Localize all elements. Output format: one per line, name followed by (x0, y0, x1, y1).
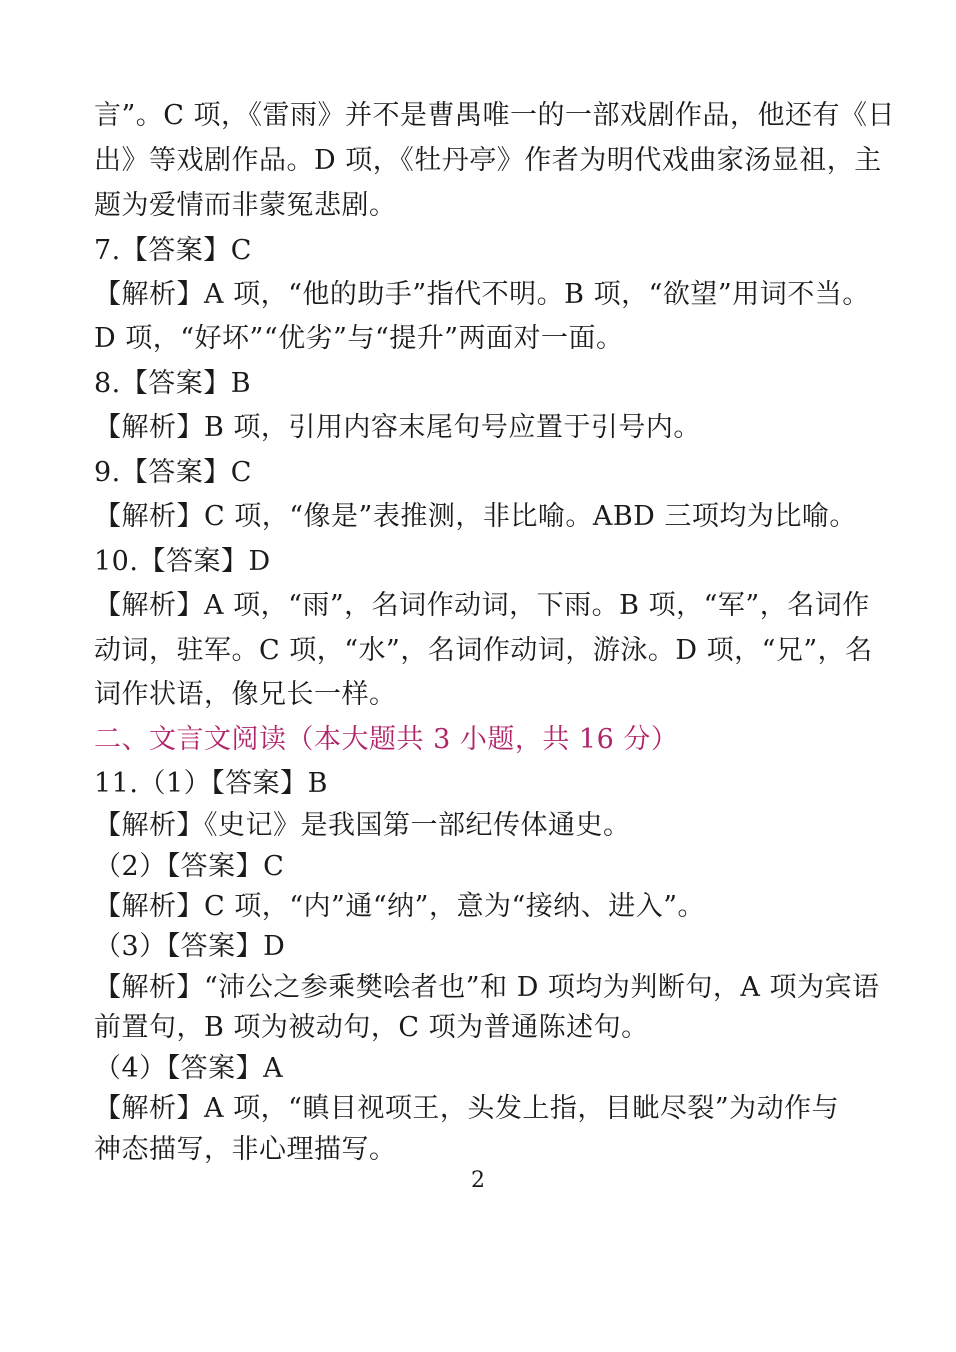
analysis-10-line-2: 动词，驻军。C 项，“水”，名词作动词，游泳。D 项，“兄”，名 (94, 635, 873, 666)
answer-8: 8.【答案】B (94, 368, 252, 399)
answer-7: 7.【答案】C (94, 235, 252, 266)
analysis-11-3-line-1: 【解析】“沛公之参乘樊哙者也”和 D 项均为判断句，A 项为宾语 (94, 972, 880, 1003)
analysis-11-4-line-1: 【解析】A 项，“瞋目视项王，头发上指，目眦尽裂”为动作与 (94, 1093, 840, 1124)
analysis-11-1: 【解析】《史记》是我国第一部纪传体通史。 (94, 810, 631, 841)
analysis-7-line-2: D 项，“好坏”“优劣”与“提升”两面对一面。 (94, 323, 624, 354)
text-line-2: 出》等戏剧作品。D 项，《牡丹亭》作者为明代戏曲家汤显祖，主 (94, 145, 882, 176)
page-number: 2 (471, 1168, 485, 1193)
analysis-11-3-line-2: 前置句，B 项为被动句，C 项为普通陈述句。 (94, 1012, 649, 1043)
answer-9: 9.【答案】C (94, 457, 252, 488)
text-line-1: 言”。C 项，《雷雨》并不是曹禺唯一的一部戏剧作品，他还有《日 (94, 100, 896, 131)
analysis-11-2: 【解析】C 项，“内”通“纳”，意为“接纳、进入”。 (94, 891, 706, 922)
text-line-3: 题为爱情而非蒙冤悲剧。 (94, 190, 397, 221)
analysis-10-line-1: 【解析】A 项，“雨”，名词作动词，下雨。B 项，“军”，名词作 (94, 590, 870, 621)
analysis-7-line-1: 【解析】A 项，“他的助手”指代不明。B 项，“欲望”用词不当。 (94, 279, 870, 310)
answer-10: 10.【答案】D (94, 546, 271, 577)
analysis-8: 【解析】B 项，引用内容末尾句号应置于引号内。 (94, 412, 701, 443)
answer-11-1: 11.（1）【答案】B (94, 768, 328, 799)
answer-11-3: （3）【答案】D (94, 931, 286, 962)
analysis-10-line-3: 词作状语，像兄长一样。 (94, 679, 397, 710)
analysis-9: 【解析】C 项，“像是”表推测，非比喻。ABD 三项均为比喻。 (94, 501, 857, 532)
analysis-11-4-line-2: 神态描写，非心理描写。 (94, 1134, 397, 1165)
answer-11-4: （4）【答案】A (94, 1053, 284, 1084)
answer-11-2: （2）【答案】C (94, 851, 285, 882)
section-heading: 二、文言文阅读（本大题共 3 小题，共 16 分） (94, 724, 679, 755)
